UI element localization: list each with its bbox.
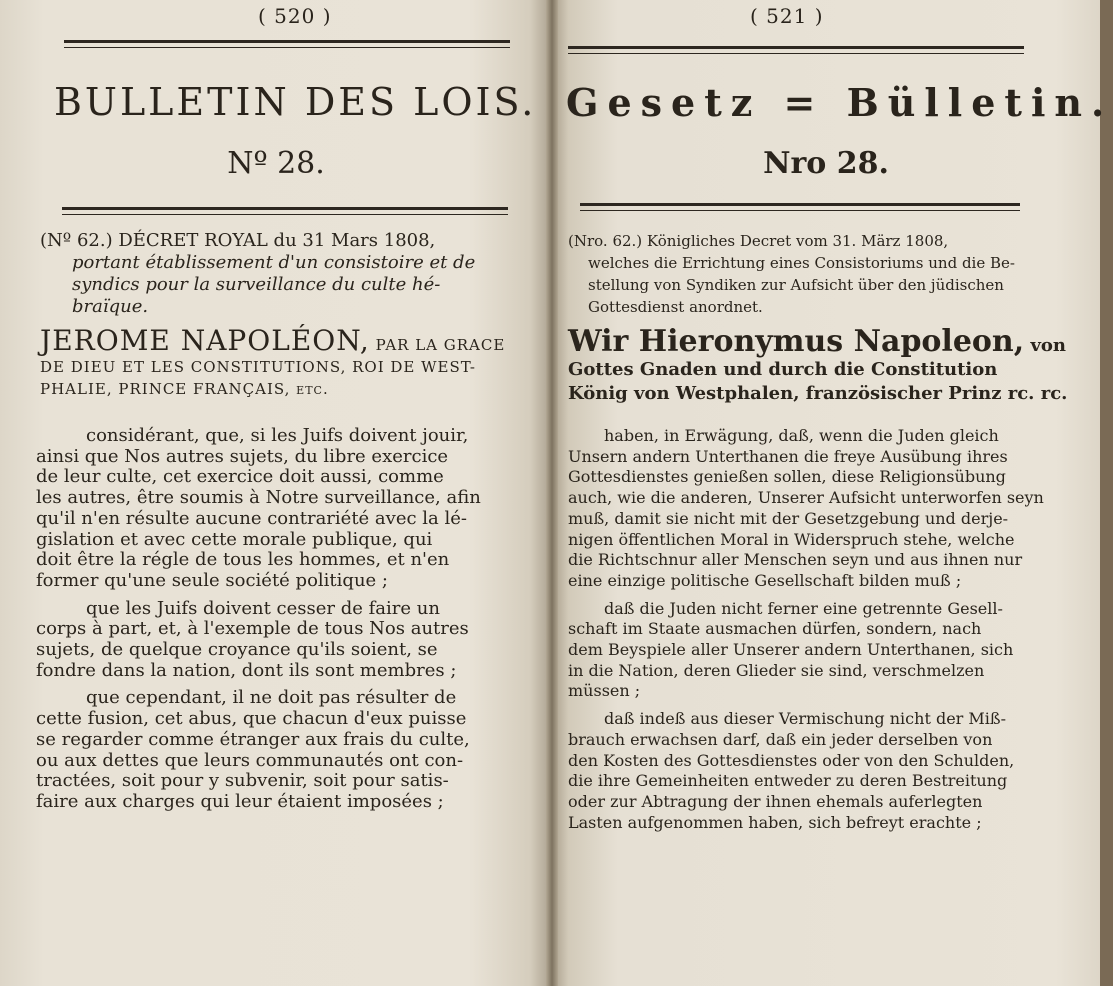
- text-line: haben, in Erwägung, daß, wenn die Juden gleich: [604, 426, 999, 445]
- decree-line: welches die Errichtung eines Consistoriums und die Be-: [588, 254, 1015, 272]
- text-line: fondre dans la nation, dont ils sont membres ;: [36, 659, 457, 681]
- text-line: former qu'une seule société politique ;: [36, 569, 388, 591]
- header-rule: [580, 203, 1020, 206]
- text-line: die Richtschnur aller Menschen seyn und aus ihnen nur: [568, 550, 1023, 570]
- decree-line: braïque.: [72, 296, 149, 317]
- decree-line: Gottesdienst anordnet.: [588, 298, 763, 316]
- text-line: Lasten aufgenommen haben, sich befreyt erachte ;: [568, 812, 982, 832]
- body-text: [36, 426, 516, 820]
- decree-line: syndics pour la surveillance du culte hé-: [72, 274, 441, 295]
- decree-caption: [40, 230, 530, 318]
- decree-line: (Nro. 62.) Königliches Decret vom 31. März 1808,: [568, 232, 949, 250]
- sovereign-name: JEROME NAPOLÉON,: [40, 324, 370, 357]
- text-line: se regarder comme étranger aux frais du culte,: [36, 728, 470, 750]
- text-line: eine einzige politische Gesellschaft bilden muß ;: [568, 570, 962, 590]
- right-page-number: ( 521 ): [750, 4, 824, 28]
- bulletin-number: Nº 28.: [227, 146, 325, 181]
- sovereign-line: König von Westphalen, französischer Prinz rc. rc.: [568, 383, 1068, 404]
- top-rule-thin: [64, 47, 510, 48]
- text-line: sujets, de quelque croyance qu'ils soient, se: [36, 639, 438, 661]
- text-line: ou aux dettes que leurs communautés ont con-: [36, 749, 464, 771]
- sovereign-heading-de: [568, 324, 1068, 406]
- text-line: qu'il n'en résulte aucune contrariété avec la lé-: [36, 507, 467, 529]
- sovereign-name: Wir Hieronymus Napoleon,: [568, 324, 1025, 359]
- sovereign-title: von: [1030, 335, 1067, 356]
- text-line: considérant, que, si les Juifs doivent jouir,: [86, 425, 469, 446]
- left-page-number: ( 520 ): [258, 4, 332, 28]
- header-rule-thin: [62, 214, 508, 215]
- top-rule-thin: [568, 53, 1024, 54]
- decree-line: portant établissement d'un consistoire et de: [72, 252, 476, 273]
- paragraph: [36, 688, 516, 812]
- sovereign-title: PAR LA GRACE: [375, 336, 506, 354]
- text-line: corps à part, et, à l'exemple de tous Nos autres: [36, 618, 469, 640]
- text-line: den Kosten des Gottesdienstes oder von den Schulden,: [568, 750, 1015, 770]
- decree-line: stellung von Syndiken zur Aufsicht über den jüdischen: [588, 276, 1004, 294]
- text-line: auch, wie die anderen, Unserer Aufsicht unterworfen seyn: [568, 488, 1044, 508]
- text-line: in die Nation, deren Glieder sie sind, verschmelzen: [568, 660, 985, 680]
- paragraph: [36, 426, 516, 592]
- text-line: doit être la régle de tous les hommes, et n'en: [36, 549, 450, 571]
- text-line: die ihre Gemeinheiten entweder zu deren Bestreitung: [568, 771, 1008, 791]
- top-rule: [568, 46, 1024, 49]
- text-line: dem Beyspiele aller Unserer andern Unterthanen, sich: [568, 640, 1014, 660]
- book-gutter: [546, 0, 558, 986]
- left-page: [0, 0, 552, 986]
- paragraph: [568, 599, 1046, 703]
- sovereign-heading: [40, 324, 530, 400]
- paragraph: [36, 599, 516, 682]
- text-line: Unsern andern Unterthanen die freye Ausübung ihres: [568, 446, 1008, 466]
- bulletin-title-de: Gesetz = Bülletin.: [566, 80, 1113, 125]
- text-line: daß indeß aus dieser Vermischung nicht der Miß-: [604, 709, 1006, 729]
- sovereign-line: Gottes Gnaden und durch die Constitution: [568, 359, 998, 380]
- text-line: Gottesdienstes genießen sollen, diese Religionsübung: [568, 467, 1006, 487]
- bulletin-title: BULLETIN DES LOIS.: [54, 80, 537, 124]
- text-line: nigen öffentlichen Moral in Widerspruch stehe, welche: [568, 529, 1015, 549]
- text-line: daß die Juden nicht ferner eine getrennte Gesell-: [604, 598, 1003, 618]
- text-line: faire aux charges qui leur étaient imposées ;: [36, 790, 444, 812]
- text-line: tractées, soit pour y subvenir, soit pour satis-: [36, 770, 449, 792]
- sovereign-line: PHALIE, PRINCE FRANÇAIS, etc.: [40, 380, 329, 398]
- text-line: de leur culte, cet exercice doit aussi, comme: [36, 466, 444, 488]
- decree-line: (Nº 62.) DÉCRET ROYAL du 31 Mars 1808,: [40, 230, 436, 251]
- decree-caption-de: [568, 230, 1038, 318]
- text-line: oder zur Abtragung der ihnen ehemals auferlegten: [568, 791, 983, 811]
- body-text-de: [568, 426, 1046, 840]
- text-line: muß, damit sie nicht mit der Gesetzgebung und derje-: [568, 508, 1009, 528]
- text-line: que cependant, il ne doit pas résulter de: [86, 687, 457, 709]
- paragraph: [568, 426, 1046, 592]
- text-line: cette fusion, cet abus, que chacun d'eux puisse: [36, 708, 467, 730]
- header-rule: [62, 207, 508, 210]
- text-line: les autres, être soumis à Notre surveillance, afin: [36, 487, 481, 509]
- text-line: müssen ;: [568, 681, 641, 701]
- paragraph: [568, 709, 1046, 833]
- text-line: ainsi que Nos autres sujets, du libre exercice: [36, 445, 449, 467]
- sovereign-line: DE DIEU ET LES CONSTITUTIONS, ROI DE WEST-: [40, 358, 476, 376]
- text-line: que les Juifs doivent cesser de faire un: [86, 597, 440, 619]
- text-line: schaft im Staate ausmachen dürfen, sondern, nach: [568, 619, 982, 639]
- bulletin-number-de: Nro 28.: [763, 146, 889, 181]
- header-rule-thin: [580, 210, 1020, 211]
- text-line: gislation et avec cette morale publique, qui: [36, 528, 433, 550]
- top-rule: [64, 40, 510, 43]
- text-line: brauch erwachsen darf, daß ein jeder derselben von: [568, 729, 993, 749]
